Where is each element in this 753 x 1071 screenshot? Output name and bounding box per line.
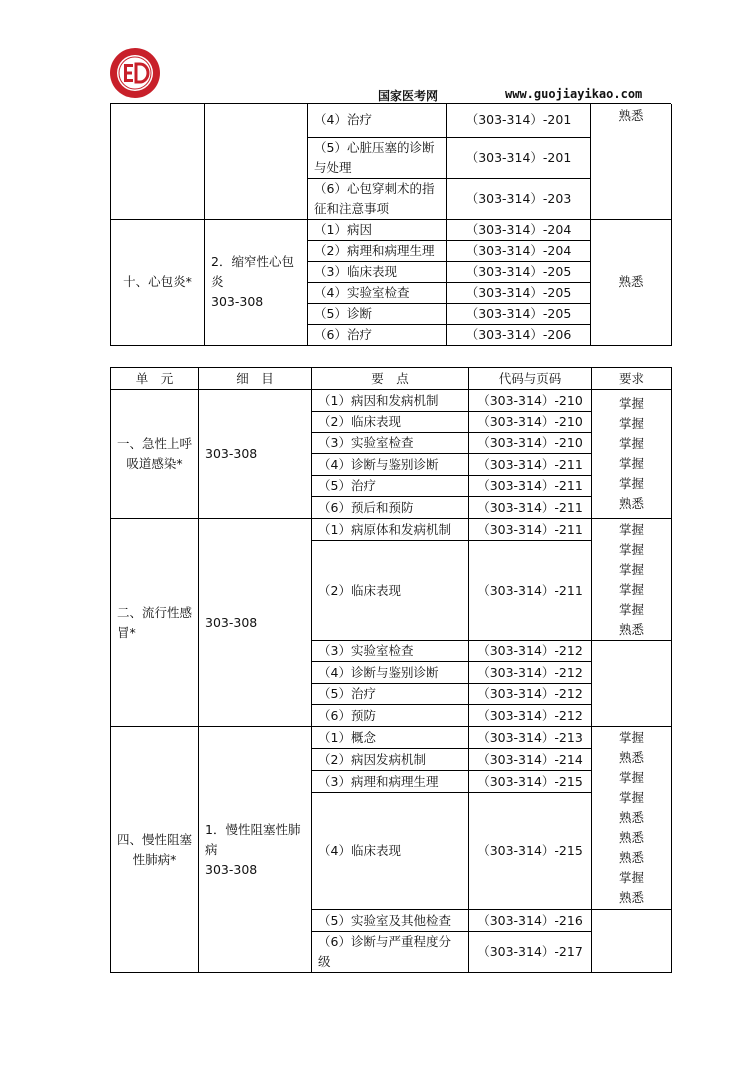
requirement-cell: [591, 104, 672, 219]
point-cell: （6）预后和预防: [312, 497, 469, 519]
code-cell: （303-314）-212: [469, 662, 592, 684]
requirement-list: [598, 728, 665, 908]
point-cell: （5）诊断: [308, 303, 447, 324]
requirement-label: 熟悉: [618, 496, 644, 511]
requirement-label: 掌握: [618, 581, 644, 597]
code-cell: （303-314）-216: [469, 910, 592, 932]
code-cell: （303-314）-211: [469, 519, 592, 541]
point-cell: （6）预防: [312, 705, 469, 727]
requirement-label: 掌握: [618, 730, 644, 745]
code-cell: （303-314）-212: [469, 684, 592, 705]
requirement-cell: [592, 519, 672, 641]
point-cell: （3）实验室检查: [312, 641, 469, 662]
requirement-label: 掌握: [618, 436, 644, 451]
code-cell: （303-314）-210: [469, 433, 592, 454]
code-cell: （303-314）-204: [447, 219, 591, 240]
point-cell: （2）病理和病理生理: [308, 240, 447, 261]
point-cell: （2）临床表现: [312, 412, 469, 433]
requirement-label: 掌握: [618, 396, 644, 411]
detail-cell-empty: [205, 104, 308, 219]
requirement-label: 掌握: [618, 790, 644, 805]
requirement-label: 熟悉: [618, 621, 644, 637]
requirement-cell-empty: [592, 910, 672, 973]
detail-title: 1．慢性阻塞性肺病: [205, 821, 301, 857]
code-cell: （303-314）-211: [469, 497, 592, 519]
point-cell: （3）实验室检查: [312, 433, 469, 454]
requirement-cell: [592, 727, 672, 910]
point-cell: （4）实验室检查: [308, 282, 447, 303]
code-cell: （303-314）-211: [469, 454, 592, 476]
code-cell: （303-314）-217: [469, 932, 592, 973]
code-cell: （303-314）-204: [447, 240, 591, 261]
header-detail: 细 目: [199, 368, 312, 390]
requirement-list: [598, 394, 665, 514]
requirement-list: [598, 520, 665, 640]
logo-icon: [109, 47, 161, 99]
point-cell: （1）病因和发病机制: [312, 390, 469, 412]
header-requirement: 要求: [592, 368, 672, 390]
requirement-label: 熟悉: [618, 108, 644, 123]
requirement-cell: 熟悉: [591, 219, 672, 345]
syllabus-table-continued: [110, 104, 672, 346]
detail-cell: 303-308: [199, 390, 312, 519]
point-cell: （5）治疗: [312, 684, 469, 705]
code-cell: （303-314）-215: [469, 793, 592, 910]
point-cell: （1）概念: [312, 727, 469, 749]
site-url[interactable]: www.guojiayikao.com: [505, 87, 643, 101]
code-cell: （303-314）-205: [447, 261, 591, 282]
code-cell: （303-314）-213: [469, 727, 592, 749]
requirement-label: 熟悉: [618, 850, 644, 865]
code-cell: （303-314）-211: [469, 541, 592, 641]
point-cell: （6）治疗: [308, 324, 447, 345]
point-cell: （5）实验室及其他检查: [312, 910, 469, 932]
code-cell: （303-314）-214: [469, 749, 592, 771]
point-cell: （4）治疗: [308, 104, 447, 137]
code-cell: （303-314）-212: [469, 705, 592, 727]
point-cell: （1）病因: [308, 219, 447, 240]
requirement-label: 掌握: [618, 416, 644, 431]
requirement-label: 掌握: [618, 601, 644, 617]
site-name: 国家医考网: [378, 89, 439, 103]
detail-title: 2．缩窄性心包炎: [211, 254, 294, 289]
point-cell: （2）临床表现: [312, 541, 469, 641]
detail-cell: [205, 219, 308, 345]
code-cell: （303-314）-211: [469, 476, 592, 497]
syllabus-table: [110, 367, 672, 973]
requirement-label: 掌握: [618, 561, 644, 577]
point-cell: （5）治疗: [312, 476, 469, 497]
point-cell: （5）心脏压塞的诊断与处理: [308, 137, 447, 178]
point-cell: （3）病理和病理生理: [312, 771, 469, 793]
detail-code: 303-308: [211, 294, 264, 309]
requirement-label: 掌握: [618, 770, 644, 785]
point-cell: （3）临床表现: [308, 261, 447, 282]
point-cell: （4）临床表现: [312, 793, 469, 910]
requirement-label: 掌握: [618, 456, 644, 471]
unit-cell: 十、心包炎*: [111, 219, 205, 345]
requirement-label: 熟悉: [618, 810, 644, 825]
code-cell: （303-314）-215: [469, 771, 592, 793]
requirement-label: 熟悉: [618, 890, 644, 905]
unit-cell: 一、急性上呼吸道感染*: [111, 390, 199, 519]
code-cell: （303-314）-201: [447, 104, 591, 137]
code-cell: （303-314）-203: [447, 178, 591, 219]
code-cell: （303-314）-206: [447, 324, 591, 345]
point-cell: （4）诊断与鉴别诊断: [312, 662, 469, 684]
code-cell: （303-314）-201: [447, 137, 591, 178]
detail-cell: [199, 727, 312, 973]
header-point: 要 点: [312, 368, 469, 390]
code-cell: （303-314）-205: [447, 282, 591, 303]
requirement-label: 熟悉: [618, 750, 644, 765]
detail-code: 303-308: [205, 861, 258, 877]
header-unit: 单 元: [111, 368, 199, 390]
code-cell: （303-314）-210: [469, 390, 592, 412]
unit-cell: 二、流行性感冒*: [111, 519, 199, 727]
point-cell: （2）病因发病机制: [312, 749, 469, 771]
requirement-label: 掌握: [618, 521, 644, 537]
requirement-label: 熟悉: [618, 830, 644, 845]
requirement-label: 掌握: [618, 541, 644, 557]
code-cell: （303-314）-205: [447, 303, 591, 324]
requirement-label: 掌握: [618, 476, 644, 491]
unit-cell: 四、慢性阻塞性肺病*: [111, 727, 199, 973]
point-cell: （6）心包穿刺术的指征和注意事项: [308, 178, 447, 219]
requirement-cell: [592, 390, 672, 519]
requirement-label: 掌握: [618, 870, 644, 885]
code-cell: （303-314）-212: [469, 641, 592, 662]
point-cell: （6）诊断与严重程度分级: [312, 932, 469, 973]
point-cell: （1）病原体和发病机制: [312, 519, 469, 541]
point-cell: （4）诊断与鉴别诊断: [312, 454, 469, 476]
requirement-cell-empty: [592, 641, 672, 727]
unit-cell-empty: [111, 104, 205, 219]
code-cell: （303-314）-210: [469, 412, 592, 433]
header-code: 代码与页码: [469, 368, 592, 390]
detail-cell: 303-308: [199, 519, 312, 727]
